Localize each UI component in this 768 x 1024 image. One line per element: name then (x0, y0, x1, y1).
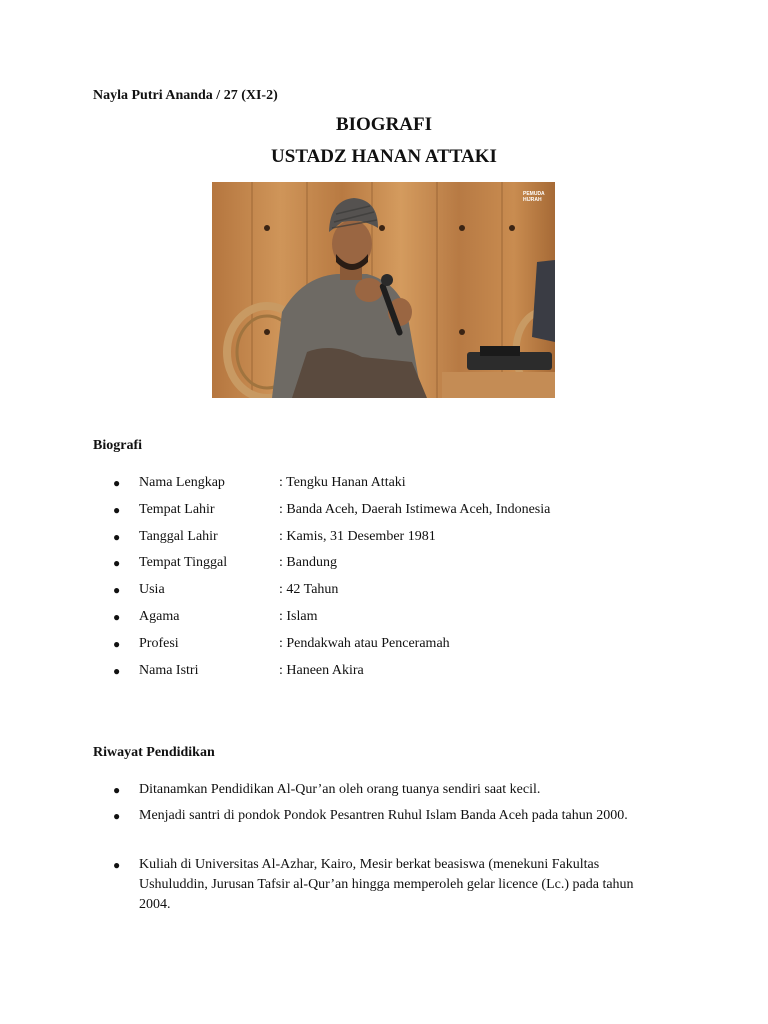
item-value: : 42 Tahun (279, 582, 339, 598)
author-line: Nayla Putri Ananda / 27 (XI-2) (93, 88, 278, 103)
biography-list (93, 470, 713, 684)
photo-watermark: PEMUDA HIJRAH (523, 191, 545, 203)
portrait-photo (212, 182, 555, 398)
list-item (93, 550, 713, 577)
item-label: Tempat Tinggal (139, 555, 228, 571)
bullet-icon: ● (113, 636, 121, 651)
item-value: : Banda Aceh, Daerah Istimewa Aceh, Indonesia (279, 501, 551, 517)
bullet-icon: ● (113, 583, 121, 598)
item-label: Nama Lengkap (139, 475, 225, 490)
item-value: : Pendakwah atau Penceramah (279, 635, 450, 651)
bullet-icon: ● (113, 783, 121, 797)
bullet-icon: ● (113, 502, 121, 517)
item-label: Usia (139, 582, 165, 598)
item-text: Kuliah di Universitas Al-Azhar, Kairo, Mesir berkat beasiswa (menekuni Fakultas Ushuluddin, Jurusan Tafsir al-Qur’an hingga memperoleh gelar licence (Lc.) pada tahun 2004. (139, 857, 634, 912)
item-value: : Bandung (279, 555, 337, 571)
item-text: Ditanamkan Pendidikan Al-Qur’an oleh orang tuanya sendiri saat kecil. (139, 782, 541, 797)
document-title: BIOGRAFI (335, 114, 433, 135)
item-value: : Kamis, 31 Desember 1981 (279, 528, 436, 544)
list-item (93, 497, 713, 524)
item-value: : Haneen Akira (279, 662, 364, 678)
item-value: : Tengku Hanan Attaki (279, 475, 406, 490)
portrait-illustration (212, 182, 555, 398)
list-item (93, 777, 663, 803)
item-label: Nama Istri (139, 662, 199, 678)
bullet-icon: ● (113, 609, 121, 624)
item-label: Tanggal Lahir (139, 528, 218, 544)
list-item (93, 631, 713, 658)
bullet-icon: ● (113, 809, 121, 823)
item-label: Agama (139, 608, 180, 624)
section-heading-biografi: Biografi (93, 438, 142, 453)
list-item (93, 470, 713, 497)
item-value: : Islam (279, 608, 318, 624)
item-label: Tempat Lahir (139, 501, 215, 517)
bullet-icon: ● (113, 529, 121, 544)
list-item (93, 658, 713, 685)
section-heading-pendidikan: Riwayat Pendidikan (93, 745, 215, 760)
list-item (93, 577, 713, 604)
list-item (93, 855, 663, 915)
list-item (93, 524, 713, 551)
bullet-icon: ● (113, 556, 121, 571)
education-list (93, 777, 663, 915)
document-subtitle: USTADZ HANAN ATTAKI (271, 146, 497, 167)
item-text: Menjadi santri di pondok Pondok Pesantren Ruhul Islam Banda Aceh pada tahun 2000. (139, 808, 628, 823)
list-item (93, 803, 663, 855)
bullet-icon: ● (113, 476, 121, 490)
bullet-icon: ● (113, 663, 121, 678)
list-item (93, 604, 713, 631)
bullet-icon: ● (113, 858, 121, 872)
item-label: Profesi (139, 635, 179, 651)
